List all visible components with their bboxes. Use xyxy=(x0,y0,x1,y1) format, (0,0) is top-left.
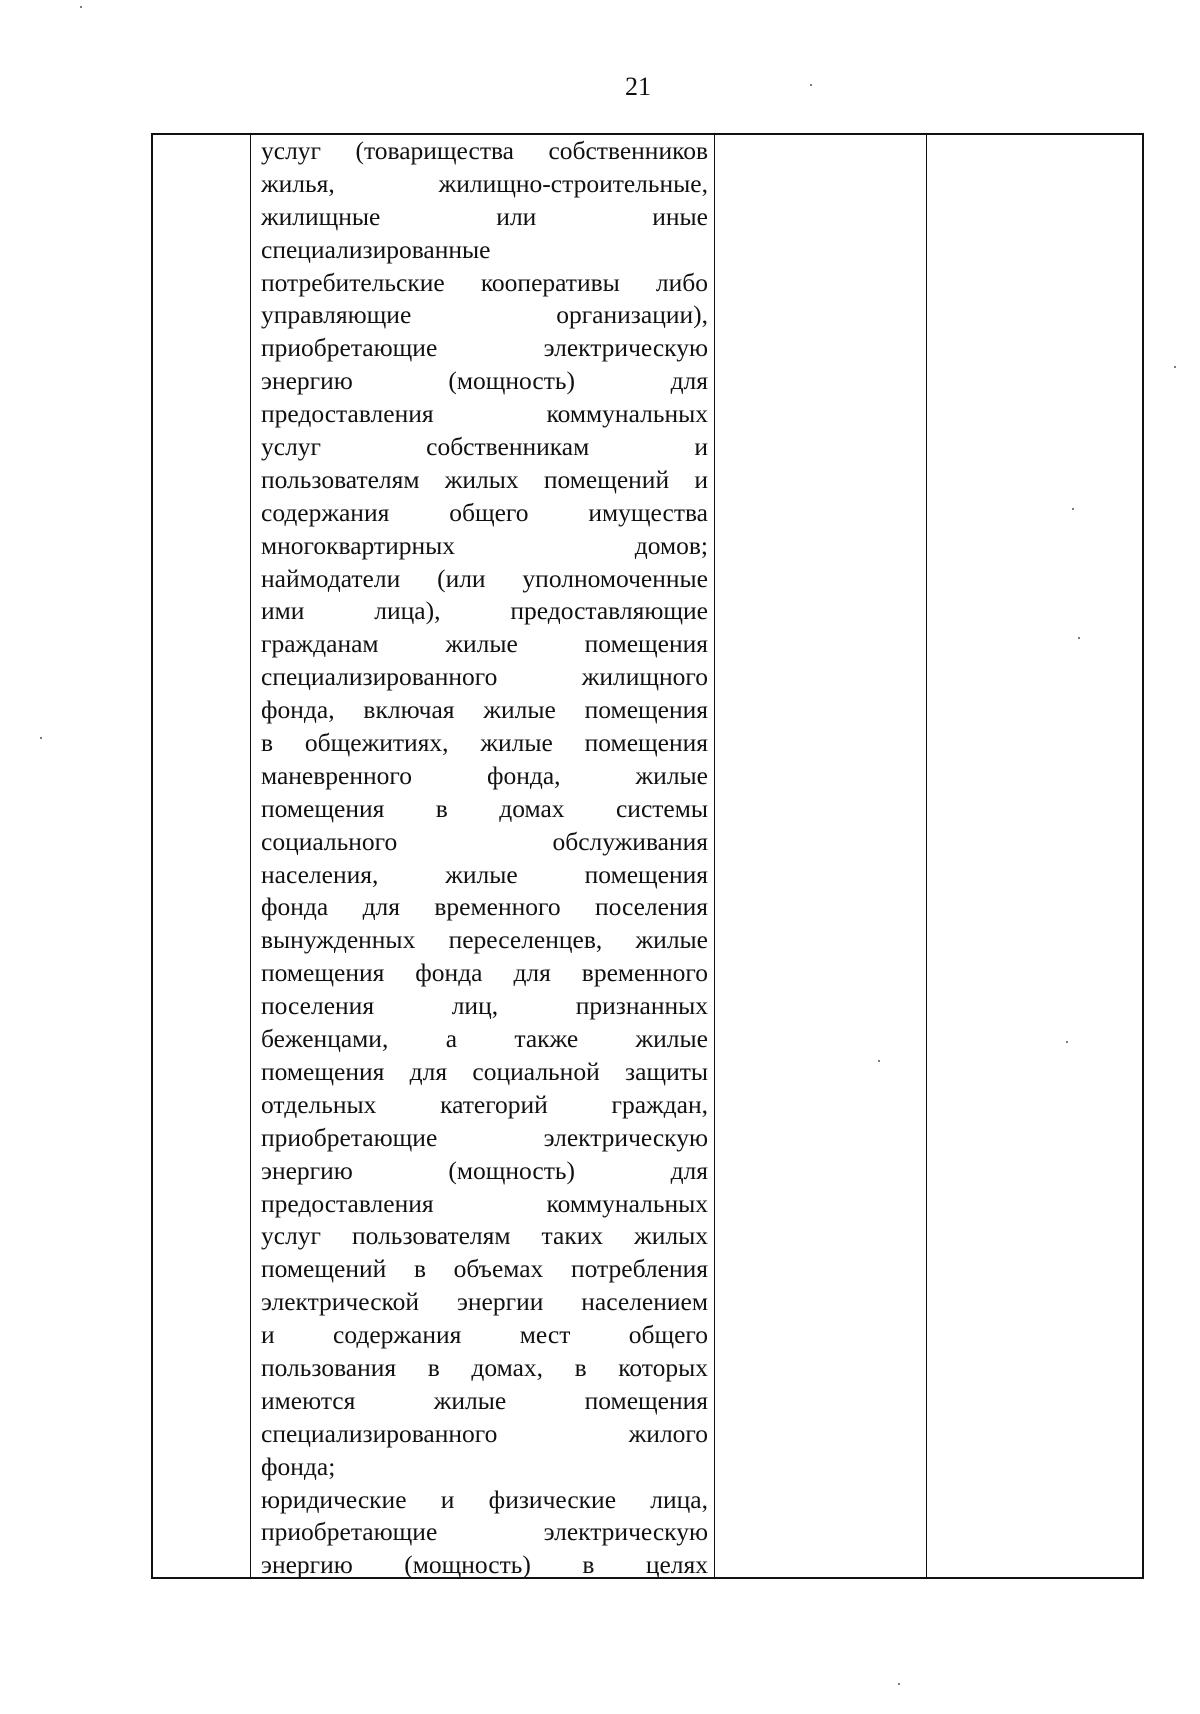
text-line: в общежитиях, жилые помещения xyxy=(261,728,708,758)
text-line: помещения фонда для временного xyxy=(261,958,708,988)
text-line: юридические и физические лица, xyxy=(261,1484,708,1514)
text-line: электрической энергии населением xyxy=(261,1287,708,1317)
text-line: жилья, жилищно-строительные, xyxy=(261,168,708,198)
text-line: предоставления коммунальных xyxy=(261,399,708,429)
scan-speck xyxy=(40,737,42,739)
text-line: отдельных категорий граждан, xyxy=(261,1089,708,1119)
text-line: поселения лиц, признанных xyxy=(261,991,708,1021)
text-line: и содержания мест общего xyxy=(261,1320,708,1350)
scan-speck xyxy=(80,6,82,8)
table-cell-text xyxy=(261,135,708,1582)
column-divider-1 xyxy=(250,135,251,1577)
scan-speck xyxy=(1072,508,1074,510)
text-line: специализированного жилого xyxy=(261,1418,708,1448)
text-line: приобретающие электрическую xyxy=(261,333,708,363)
scan-speck xyxy=(1078,637,1080,639)
text-line: имеются жилые помещения xyxy=(261,1385,708,1415)
text-line: помещения в домах системы xyxy=(261,793,708,823)
column-divider-3 xyxy=(926,135,927,1577)
text-line: фонда; xyxy=(261,1451,336,1481)
text-line: услуг пользователям таких жилых xyxy=(261,1221,708,1251)
text-line: пользователям жилых помещений и xyxy=(261,464,708,494)
text-line: приобретающие электрическую xyxy=(261,1517,708,1547)
text-line: энергию (мощность) для xyxy=(261,1155,708,1185)
text-line: ими лица), предоставляющие xyxy=(261,596,708,626)
text-line: пользования в домах, в которых xyxy=(261,1352,708,1382)
text-line: социального обслуживания xyxy=(261,826,708,856)
text-line: беженцами, а также жилые xyxy=(261,1024,708,1054)
text-line: помещений в объемах потребления xyxy=(261,1254,708,1284)
text-line: многоквартирных домов; xyxy=(261,530,708,560)
scan-speck xyxy=(1174,366,1176,368)
text-line: населения, жилые помещения xyxy=(261,859,708,889)
text-line: жилищные или иные xyxy=(261,201,708,231)
text-line: фонда, включая жилые помещения xyxy=(261,695,708,725)
text-line: энергию (мощность) в целях xyxy=(261,1550,708,1580)
page-number: 21 xyxy=(625,72,651,101)
scan-speck xyxy=(898,1683,900,1685)
text-line: наймодатели (или уполномоченные xyxy=(261,563,708,593)
text-line: помещения для социальной защиты xyxy=(261,1056,708,1086)
text-line: вынужденных переселенцев, жилые xyxy=(261,925,708,955)
scan-speck xyxy=(878,1060,880,1062)
text-line: специализированные xyxy=(261,234,491,264)
text-line: приобретающие электрическую xyxy=(261,1122,708,1152)
text-line: фонда для временного поселения xyxy=(261,892,708,922)
text-line: услуг (товарищества собственников xyxy=(261,136,708,165)
text-line: специализированного жилищного xyxy=(261,662,708,692)
text-line: маневренного фонда, жилые xyxy=(261,760,708,790)
text-line: содержания общего имущества xyxy=(261,497,708,527)
scan-speck xyxy=(1066,1041,1068,1043)
scan-speck xyxy=(810,84,812,86)
column-divider-2 xyxy=(714,135,715,1577)
document-table xyxy=(151,133,1144,1579)
text-line: энергию (мощность) для xyxy=(261,366,708,396)
text-line: предоставления коммунальных xyxy=(261,1188,708,1218)
text-line: гражданам жилые помещения xyxy=(261,629,708,659)
text-line: потребительские кооперативы либо xyxy=(261,267,708,297)
text-line: управляющие организации), xyxy=(261,300,708,330)
text-line: услуг собственникам и xyxy=(261,432,708,462)
